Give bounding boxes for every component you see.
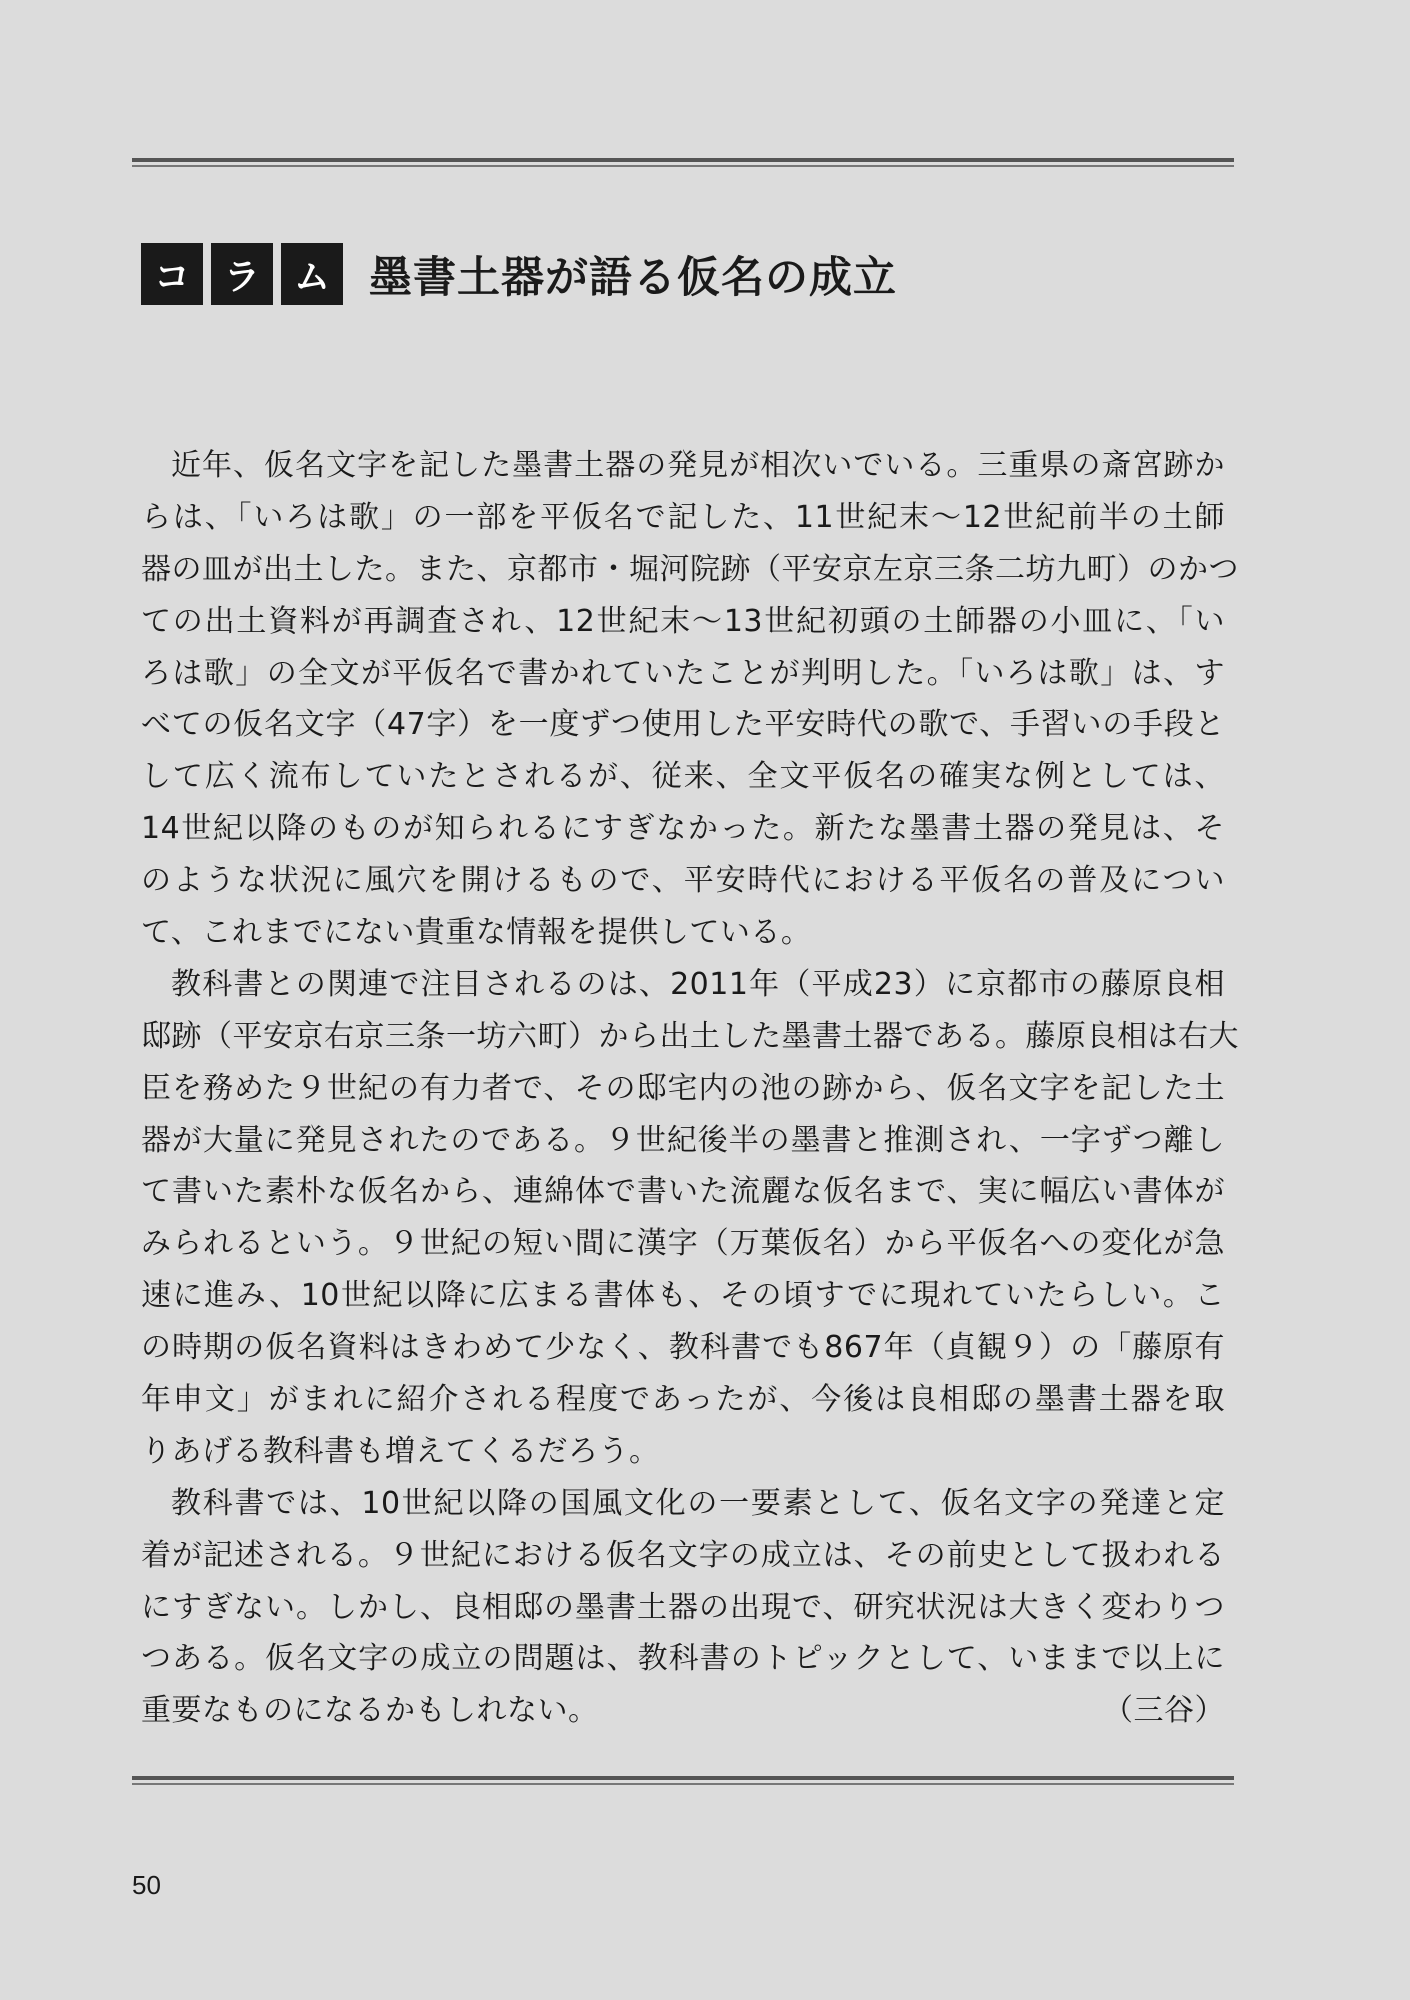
body-line: して広く流布していたとされるが、従来、全文平仮名の確実な例としては、 [141, 759, 1225, 795]
body-line: 教科書との関連で注目されるのは、2011年（平成23）に京都市の藤原良相 [171, 966, 1225, 1002]
column-title: 墨書土器が語る仮名の成立 [369, 252, 897, 303]
body-line: 臣を務めた９世紀の有力者で、その邸宅内の池の跡から、仮名文字を記した土 [141, 1070, 1225, 1106]
body-line: にすぎない。しかし、良相邸の墨書土器の出現で、研究状況は大きく変わりつ [141, 1589, 1225, 1625]
body-line: 邸跡（平安京右京三条一坊六町）から出土した墨書土器である。藤原良相は右大 [141, 1018, 1239, 1054]
body-line: の時期の仮名資料はきわめて少なく、教科書でも867年（貞観９）の「藤原有 [141, 1330, 1225, 1366]
body-line: みられるという。９世紀の短い間に漢字（万葉仮名）から平仮名への変化が急 [141, 1226, 1225, 1262]
body-line-final [141, 1685, 1225, 1737]
body-line: ろは歌」の全文が平仮名で書かれていたことが判明した。「いろは歌」は、す [141, 655, 1225, 691]
body-line: 器が大量に発見されたのである。９世紀後半の墨書と推測され、一字ずつ離し [141, 1122, 1225, 1158]
body-line: つある。仮名文字の成立の問題は、教科書のトピックとして、いままで以上に [141, 1641, 1225, 1677]
column-tag-char: コ [141, 243, 203, 305]
body-line: ての出土資料が再調査され、12世紀末～13世紀初頭の土師器の小皿に、「い [141, 603, 1225, 639]
body-line: 速に進み、10世紀以降に広まる書体も、その頃すでに現れていたらしい。こ [141, 1278, 1225, 1314]
bottom-double-rule [132, 1776, 1234, 1785]
body-line: のような状況に風穴を開けるもので、平安時代における平仮名の普及につい [141, 863, 1225, 899]
column-heading [141, 243, 897, 305]
body-line: て書いた素朴な仮名から、連綿体で書いた流麗な仮名まで、実に幅広い書体が [141, 1174, 1225, 1210]
page-number: 50 [132, 1870, 161, 1900]
body-line-text: 重要なものになるかもしれない。 [141, 1693, 599, 1729]
body-line: 器の皿が出土した。また、京都市・堀河院跡（平安京左京三条二坊九町）のかつ [141, 551, 1239, 587]
column-body [141, 440, 1239, 1737]
body-line: 着が記述される。９世紀における仮名文字の成立は、その前史として扱われる [141, 1537, 1225, 1573]
column-tag-char: ラ [211, 243, 273, 305]
body-line: 14世紀以降のものが知られるにすぎなかった。新たな墨書土器の発見は、そ [141, 811, 1225, 847]
author-signoff: （三谷） [1103, 1693, 1225, 1729]
body-line: べての仮名文字（47字）を一度ずつ使用した平安時代の歌で、手習いの手段と [141, 707, 1225, 743]
body-line: 近年、仮名文字を記した墨書土器の発見が相次いでいる。三重県の斎宮跡か [171, 448, 1225, 483]
column-tag-char: ム [281, 243, 343, 305]
body-line: 教科書では、10世紀以降の国風文化の一要素として、仮名文字の発達と定 [171, 1485, 1225, 1521]
body-line: 年申文」がまれに紹介される程度であったが、今後は良相邸の墨書土器を取 [141, 1382, 1225, 1418]
body-line: りあげる教科書も増えてくるだろう。 [141, 1433, 660, 1469]
top-double-rule [132, 158, 1234, 167]
body-line: て、これまでにない貴重な情報を提供している。 [141, 915, 812, 951]
body-line: らは、「いろは歌」の一部を平仮名で記した、11世紀末～12世紀前半の土師 [141, 499, 1225, 535]
